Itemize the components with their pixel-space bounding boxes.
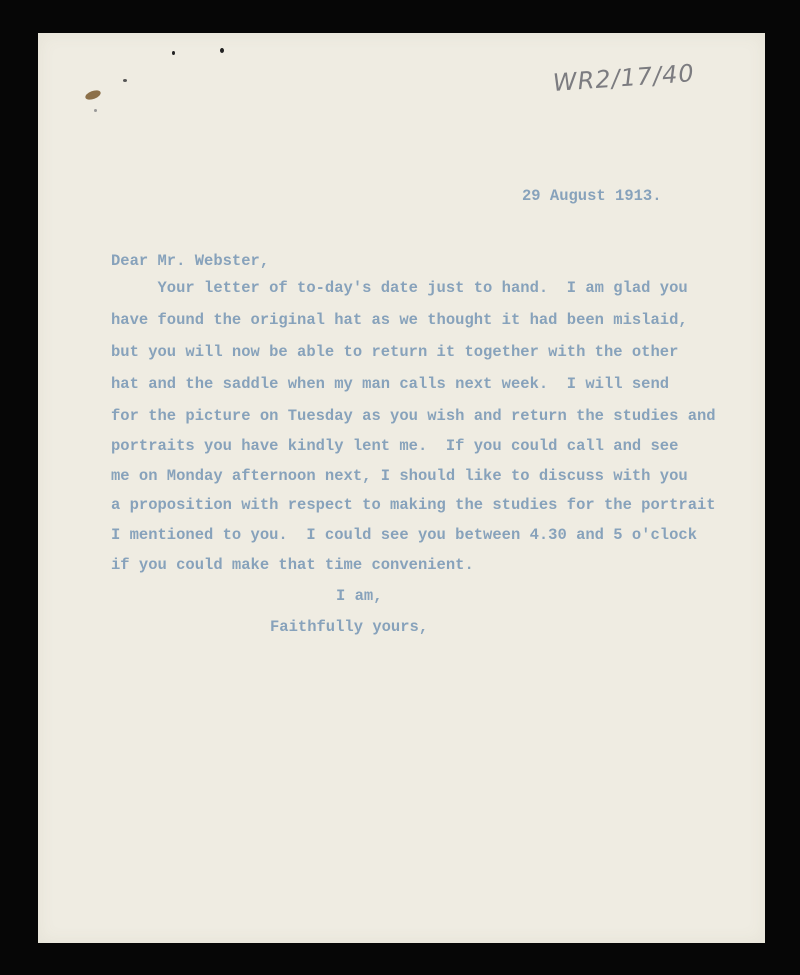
closing-line: I am,	[336, 587, 383, 605]
paper-speck	[123, 79, 127, 82]
body-line: me on Monday afternoon next, I should like to discuss with you	[111, 467, 688, 485]
archive-reference: WR2/17/40	[552, 59, 696, 97]
body-line: Your letter of to-day's date just to hand. I am glad you	[111, 279, 688, 297]
body-line: hat and the saddle when my man calls next week. I will send	[111, 375, 670, 393]
rust-stain	[84, 89, 102, 102]
paper-speck	[94, 109, 97, 112]
body-line: a proposition with respect to making the studies for the portrait	[111, 496, 716, 514]
signoff-line: Faithfully yours,	[270, 618, 429, 636]
letter-page	[38, 33, 765, 943]
body-line: portraits you have kindly lent me. If you could call and see	[111, 437, 679, 455]
paper-speck	[172, 51, 175, 55]
letter-date: 29 August 1913.	[522, 187, 662, 205]
body-line: I mentioned to you. I could see you between 4.30 and 5 o'clock	[111, 526, 697, 544]
paper-speck	[220, 48, 224, 53]
body-line: if you could make that time convenient.	[111, 556, 474, 574]
body-line: for the picture on Tuesday as you wish and return the studies and	[111, 407, 716, 425]
letter-salutation: Dear Mr. Webster,	[111, 252, 270, 270]
body-line: but you will now be able to return it together with the other	[111, 343, 679, 361]
body-line: have found the original hat as we thought it had been mislaid,	[111, 311, 688, 329]
